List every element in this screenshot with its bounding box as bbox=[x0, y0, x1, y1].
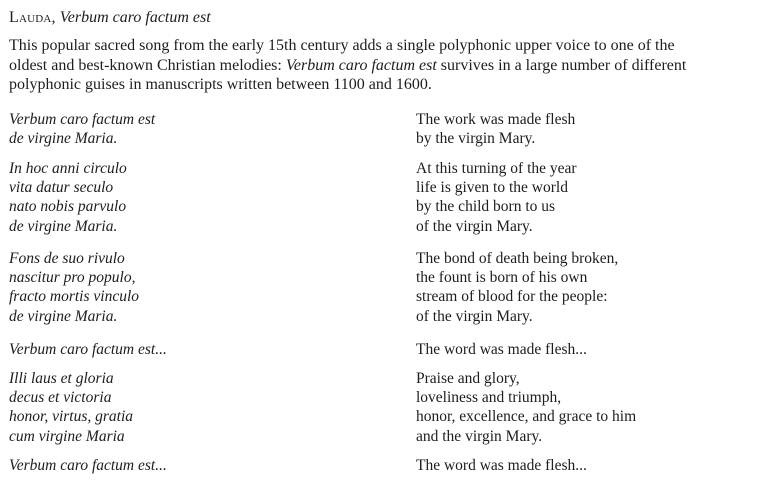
intro-title-italic: Verbum caro factum est bbox=[285, 56, 437, 74]
intro-line: polyphonic guises in manuscripts written between 1100 and 1600. bbox=[9, 76, 432, 93]
song-title bbox=[9, 8, 211, 28]
latin-line: cum virgine Maria bbox=[9, 427, 125, 445]
latin-line: Verbum caro factum est... bbox=[9, 341, 167, 358]
english-line: Praise and glory, bbox=[416, 370, 520, 387]
latin-line: honor, virtus, gratia bbox=[9, 408, 134, 426]
latin-stanza bbox=[9, 159, 389, 236]
english-line: of the virgin Mary. bbox=[416, 217, 533, 235]
english-stanza bbox=[416, 369, 756, 446]
latin-line: de virgine Maria. bbox=[9, 217, 118, 235]
english-line: At this turning of the year bbox=[416, 160, 577, 177]
latin-line: decus et victoria bbox=[9, 389, 112, 407]
latin-stanza bbox=[9, 369, 389, 446]
english-line: by the virgin Mary. bbox=[416, 130, 536, 148]
english-line: of the virgin Mary. bbox=[416, 307, 533, 325]
latin-line: Fons de suo rivulo bbox=[9, 250, 125, 267]
latin-line: nato nobis parvulo bbox=[9, 198, 127, 216]
english-line: by the child born to us bbox=[416, 198, 556, 216]
latin-line: vita datur seculo bbox=[9, 179, 114, 197]
work-title: Verbum caro factum est bbox=[59, 9, 211, 26]
latin-line: nascitur pro populo, bbox=[9, 269, 136, 287]
english-line: The word was made flesh... bbox=[416, 341, 587, 358]
latin-stanza bbox=[9, 249, 389, 326]
english-line: stream of blood for the people: bbox=[416, 288, 608, 306]
genre-label: Lauda, bbox=[9, 9, 56, 26]
english-stanza bbox=[416, 249, 756, 326]
intro-paragraph bbox=[9, 36, 757, 95]
english-line: life is given to the world bbox=[416, 179, 568, 197]
latin-stanza bbox=[9, 110, 389, 148]
intro-text: survives in a large number of different bbox=[440, 56, 687, 74]
latin-line: de virgine Maria. bbox=[9, 130, 118, 148]
latin-line: In hoc anni circulo bbox=[9, 160, 127, 177]
intro-line: This popular sacred song from the early 15th century adds a single polyphonic upper voice to one of the bbox=[9, 37, 675, 54]
latin-line: fracto mortis vinculo bbox=[9, 288, 140, 306]
english-line: and the virgin Mary. bbox=[416, 427, 543, 445]
english-line: the fount is born of his own bbox=[416, 269, 588, 287]
latin-line: de virgine Maria. bbox=[9, 307, 118, 325]
english-stanza bbox=[416, 159, 756, 236]
latin-line: Illi laus et gloria bbox=[9, 370, 114, 387]
english-line: honor, excellence, and grace to him bbox=[416, 408, 637, 426]
intro-text: oldest and best-known Christian melodies: bbox=[9, 56, 282, 74]
latin-line: Verbum caro factum est... bbox=[9, 457, 167, 474]
english-stanza bbox=[416, 340, 756, 359]
english-stanza bbox=[416, 456, 756, 475]
latin-stanza bbox=[9, 456, 389, 475]
english-line: The bond of death being broken, bbox=[416, 250, 619, 267]
latin-line: Verbum caro factum est bbox=[9, 111, 156, 128]
english-line: loveliness and triumph, bbox=[416, 389, 562, 407]
intro-line bbox=[9, 56, 757, 76]
english-stanza bbox=[416, 110, 756, 148]
english-line: The word was made flesh... bbox=[416, 457, 587, 474]
english-line: The work was made flesh bbox=[416, 111, 576, 128]
latin-stanza bbox=[9, 340, 389, 359]
